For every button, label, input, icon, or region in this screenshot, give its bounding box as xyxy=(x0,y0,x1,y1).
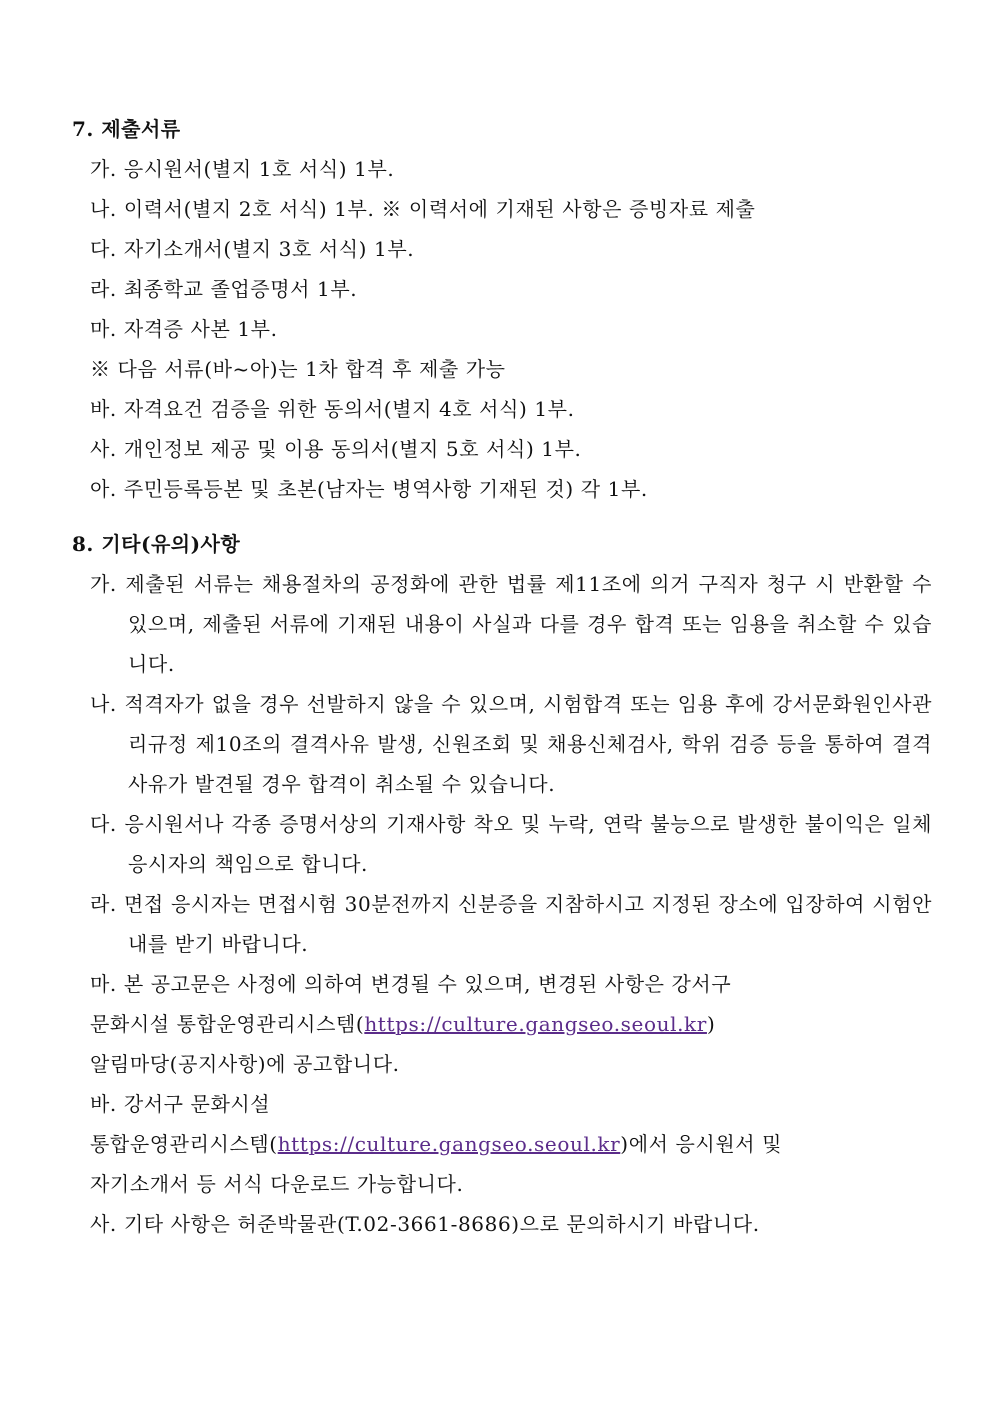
section-7-item-a: 아. 주민등록등본 및 초본(남자는 병역사항 기재된 것) 각 1부. xyxy=(90,477,648,501)
section-7 xyxy=(72,109,932,509)
section-8-item-sa: 사. 기타 사항은 허준박물관(T.02-3661-8686)으로 문의하시기 바랍니다. xyxy=(90,1212,760,1236)
item-ba-line-1: 바. 강서구 문화시설 xyxy=(90,1092,271,1116)
culture-site-link-2[interactable]: https://culture.gangseo.seoul.kr xyxy=(277,1132,621,1156)
section-7-item-ga: 가. 응시원서(별지 1호 서식) 1부. xyxy=(90,157,395,181)
section-7-note: ※ 다음 서류(바~아)는 1차 합격 후 제출 가능 xyxy=(90,357,506,381)
item-ma-line-2 xyxy=(90,1004,932,1044)
section-8-item-ra: 라. 면접 응시자는 면접시험 30분전까지 신분증을 지참하시고 지정된 장소에 입장하여 시험안내를 받기 바랍니다. xyxy=(90,892,932,956)
item-ba-line-2 xyxy=(90,1124,932,1164)
section-7-item-da: 다. 자기소개서(별지 3호 서식) 1부. xyxy=(90,237,415,261)
section-8-item-ga: 가. 제출된 서류는 채용절차의 공정화에 관한 법률 제11조에 의거 구직자 청구 시 반환할 수 있으며, 제출된 서류에 기재된 내용이 사실과 다를 경우 합격 또는 임용을 취소할 수 있습니다. xyxy=(90,572,932,676)
item-ma-line-2-prefix: 문화시설 통합운영관리시스템( xyxy=(90,1012,365,1036)
section-7-item-ra: 라. 최종학교 졸업증명서 1부. xyxy=(90,277,358,301)
item-ma-line-1: 마. 본 공고문은 사정에 의하여 변경될 수 있으며, 변경된 사항은 강서구 xyxy=(90,972,732,996)
section-8-item-da: 다. 응시원서나 각종 증명서상의 기재사항 착오 및 누락, 연락 불능으로 발생한 불이익은 일체 응시자의 책임으로 합니다. xyxy=(90,812,932,876)
section-7-item-na: 나. 이력서(별지 2호 서식) 1부. ※ 이력서에 기재된 사항은 증빙자료 제출 xyxy=(90,197,756,221)
item-ba-line-3: 자기소개서 등 서식 다운로드 가능합니다. xyxy=(90,1172,464,1196)
section-7-title: 7. 제출서류 xyxy=(72,117,181,141)
section-8 xyxy=(72,524,932,1244)
section-8-title: 8. 기타(유의)사항 xyxy=(72,532,241,556)
section-8-item-ba xyxy=(72,1084,932,1204)
section-7-item-ma: 마. 자격증 사본 1부. xyxy=(90,317,278,341)
section-8-item-na: 나. 적격자가 없을 경우 선발하지 않을 수 있으며, 시험합격 또는 임용 후에 강서문화원인사관리규정 제10조의 결격사유 발생, 신원조회 및 채용신체검사, 학위 검증 등을 통하여 결격사유가 발견될 경우 합격이 취소될 수 있습니다. xyxy=(90,692,932,796)
culture-site-link[interactable]: https://culture.gangseo.seoul.kr xyxy=(364,1012,707,1036)
item-ma-line-2-suffix: ) xyxy=(706,1012,716,1036)
section-7-item-sa: 사. 개인정보 제공 및 이용 동의서(별지 5호 서식) 1부. xyxy=(90,437,582,461)
section-8-item-ma xyxy=(72,964,932,1084)
section-7-item-ba: 바. 자격요건 검증을 위한 동의서(별지 4호 서식) 1부. xyxy=(90,397,575,421)
item-ba-line-2-suffix: )에서 응시원서 및 xyxy=(620,1132,783,1156)
item-ma-line-3: 알림마당(공지사항)에 공고합니다. xyxy=(90,1052,400,1076)
item-ba-line-2-prefix: 통합운영관리시스템( xyxy=(90,1132,278,1156)
